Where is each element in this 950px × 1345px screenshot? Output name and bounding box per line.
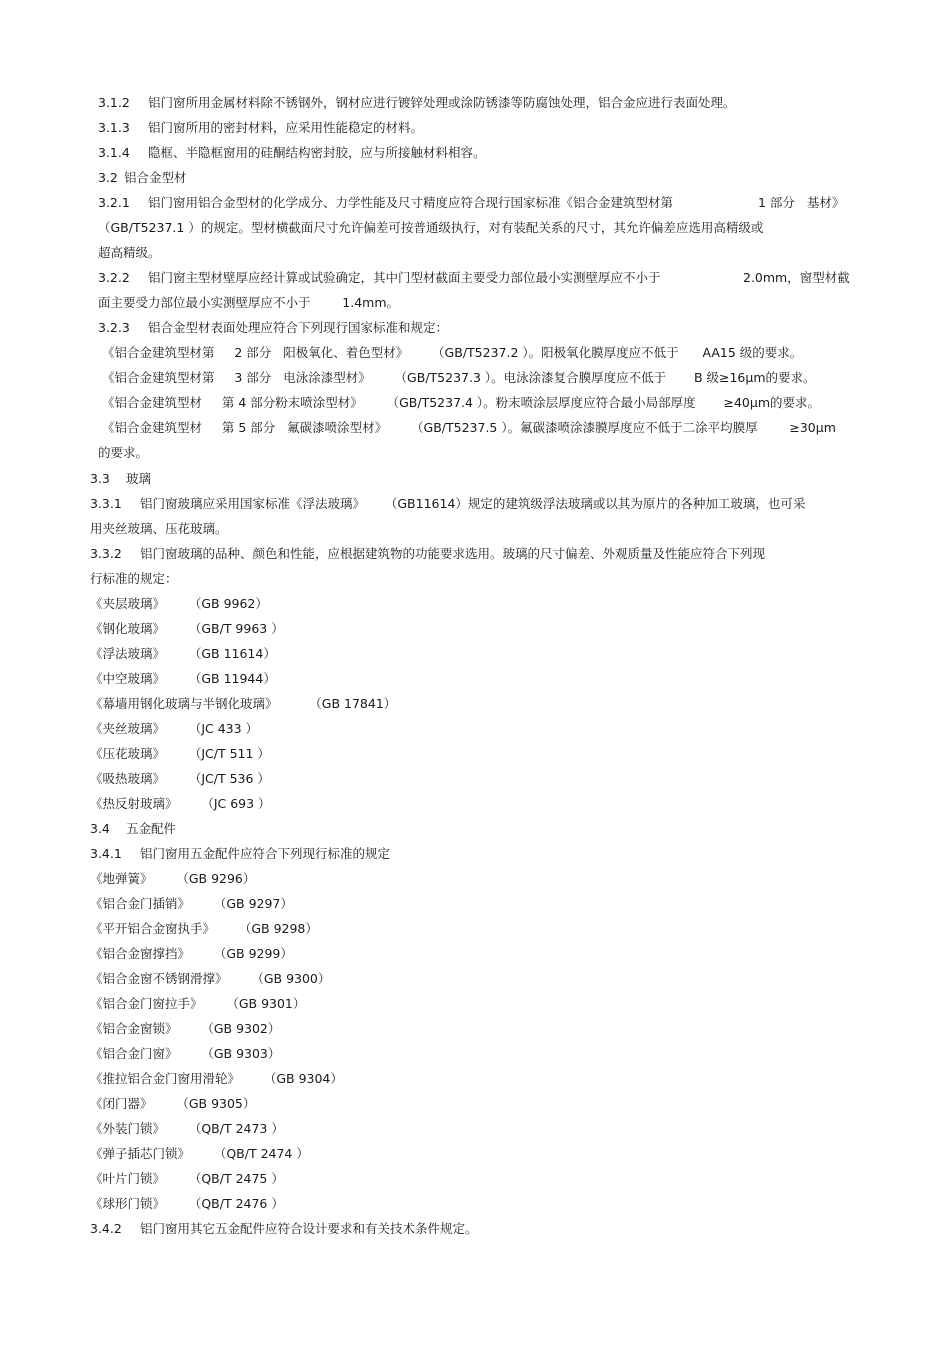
list-item: 《铝合金门插销》 （GB 9297） (90, 896, 293, 911)
list-item: 《压花玻璃》 （JC/T 511 ） (90, 746, 270, 761)
text-line: 《铝合金建筑型材第 2 部分 阳极氧化、着色型材》 （GB/T5237.2 ）。阳极氧化膜厚度应不低于 AA15 级的要求。 (102, 345, 803, 360)
list-item: 《地弹簧》 （GB 9296） (90, 871, 256, 886)
list-item: 《铝合金窗不锈钢滑撑》 （GB 9300） (90, 971, 331, 986)
list-item: 《外装门锁》 （QB/T 2473 ） (90, 1121, 284, 1136)
text-line: 的要求。 (98, 445, 149, 460)
text-line: 3.3.2 铝门窗玻璃的品种、颜色和性能，应根据建筑物的功能要求选用。玻璃的尺寸偏差、外观质量及性能应符合下列现 (90, 546, 766, 561)
list-item: 《铝合金门窗》 （GB 9303） (90, 1046, 281, 1061)
text-line: 《铝合金建筑型材第 3 部分 电泳涂漆型材》 （GB/T5237.3 ）。电泳涂漆复合膜厚度应不低于 B 级≥16μm的要求。 (102, 370, 816, 385)
list-item: 《铝合金窗锁》 （GB 9302） (90, 1021, 281, 1036)
text-line: 《铝合金建筑型材 第 4 部分粉末喷涂型材》 （GB/T5237.4 ）。粉末喷涂层厚度应符合最小局部厚度 ≥40μm的要求。 (102, 395, 821, 410)
text-line: 3.1.2 铝门窗所用金属材料除不锈钢外，钢材应进行镀锌处理或涂防锈漆等防腐蚀处理，铝合金应进行表面处理。 (98, 95, 736, 110)
list-item: 《钢化玻璃》 （GB/T 9963 ） (90, 621, 284, 636)
list-item: 《吸热玻璃》 （JC/T 536 ） (90, 771, 270, 786)
list-item: 《中空玻璃》 （GB 11944） (90, 671, 276, 686)
text-line: 行标准的规定： (90, 571, 178, 586)
text-line: 3.1.3 铝门窗所用的密封材料，应采用性能稳定的材料。 (98, 120, 424, 135)
text-line: （GB/T5237.1 ）的规定。型材横截面尺寸允许偏差可按普通级执行，对有装配关系的尺寸，其允许偏差应选用高精级或 (98, 220, 764, 235)
text-line: 用夹丝玻璃、压花玻璃。 (90, 521, 228, 536)
text-line: 3.3.1 铝门窗玻璃应采用国家标准《浮法玻璃》 （GB11614）规定的建筑级浮法玻璃或以其为原片的各种加工玻璃，也可采 (90, 496, 806, 511)
list-item: 《热反射玻璃》 （JC 693 ） (90, 796, 271, 811)
list-item: 《球形门锁》 （QB/T 2476 ） (90, 1196, 284, 1211)
list-item: 《叶片门锁》 （QB/T 2475 ） (90, 1171, 284, 1186)
list-item: 《夹层玻璃》 （GB 9962） (90, 596, 268, 611)
list-item: 《铝合金窗撑挡》 （GB 9299） (90, 946, 293, 961)
list-item: 《弹子插芯门锁》 （QB/T 2474 ） (90, 1146, 309, 1161)
list-item: 《幕墙用钢化玻璃与半钢化玻璃》 （GB 17841） (90, 696, 397, 711)
list-item: 《铝合金门窗拉手》 （GB 9301） (90, 996, 306, 1011)
text-line: 3.2.1 铝门窗用铝合金型材的化学成分、力学性能及尺寸精度应符合现行国家标准《铝合金建筑型材第 1 部分 基材》 (98, 195, 845, 210)
list-item: 《平开铝合金窗执手》 （GB 9298） (90, 921, 318, 936)
text-line: 3.2.3 铝合金型材表面处理应符合下列现行国家标准和规定： (98, 320, 449, 335)
section-heading: 3.4 五金配件 (90, 821, 177, 836)
text-line: 面主要受力部位最小实测壁厚应不小于 1.4mm。 (98, 295, 400, 310)
text-line: 《铝合金建筑型材 第 5 部分 氟碳漆喷涂型材》 （GB/T5237.5 ）。氟碳漆喷涂漆膜厚度应不低于二涂平均膜厚 ≥30μm (102, 420, 836, 435)
list-item: 《夹丝玻璃》 （JC 433 ） (90, 721, 259, 736)
text-line: 3.2.2 铝门窗主型材壁厚应经计算或试验确定，其中门型材截面主要受力部位最小实测壁厚应不小于 2.0mm，窗型材截 (98, 270, 850, 285)
list-item: 《推拉铝合金门窗用滑轮》 （GB 9304） (90, 1071, 343, 1086)
text-line: 3.4.2 铝门窗用其它五金配件应符合设计要求和有关技术条件规定。 (90, 1221, 478, 1236)
text-line: 3.4.1 铝门窗用五金配件应符合下列现行标准的规定 (90, 846, 391, 861)
text-line: 超高精级。 (98, 245, 161, 260)
list-item: 《浮法玻璃》 （GB 11614） (90, 646, 276, 661)
section-heading: 3.3 玻璃 (90, 471, 152, 486)
section-heading: 3.2 铝合金型材 (98, 170, 187, 185)
text-line: 3.1.4 隐框、半隐框窗用的硅酮结构密封胶，应与所接触材料相容。 (98, 145, 486, 160)
list-item: 《闭门器》 （GB 9305） (90, 1096, 256, 1111)
